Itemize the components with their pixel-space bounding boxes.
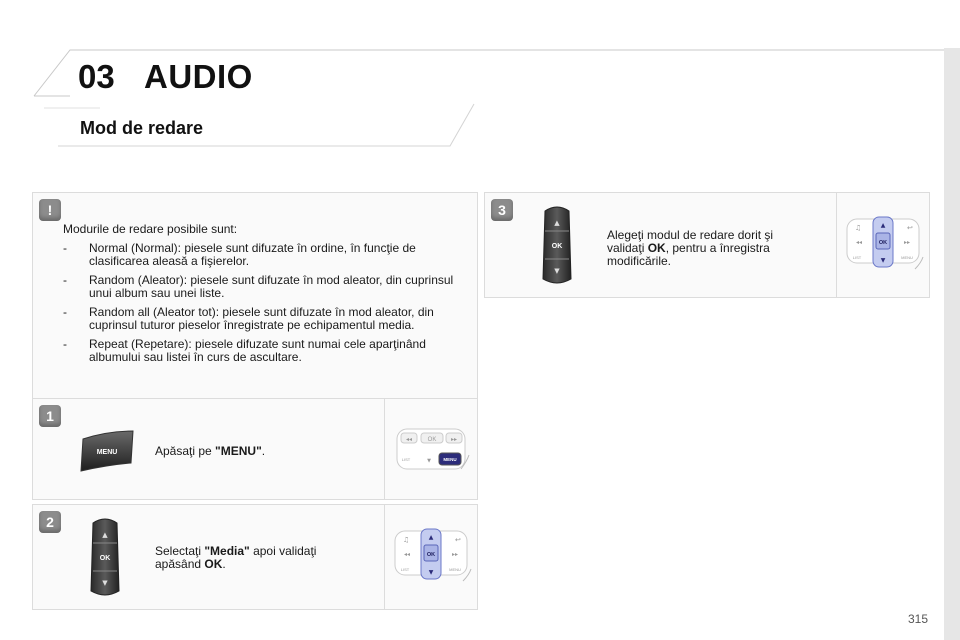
ok-rocker-button-illustration xyxy=(85,515,125,599)
step-2-image-divider xyxy=(384,505,385,609)
step-3-text-after: , pentru a înregistra modificările. xyxy=(607,241,770,268)
control-menu: MENU xyxy=(901,255,913,260)
chapter-title: AUDIO xyxy=(144,58,253,95)
list-item-text: Normal (Normal): piesele sunt difuzate în ordine, în funcţie de clasificarea aleasă a fişierelor. xyxy=(89,241,416,268)
control-prev: ◂◂ xyxy=(855,240,863,246)
control-list: LIST xyxy=(400,567,410,572)
list-item xyxy=(63,338,471,364)
music-note-icon: ♫ xyxy=(403,536,410,544)
control-down: ▼ xyxy=(427,458,431,464)
rocker-ok: OK xyxy=(551,243,563,250)
control-menu-highlight: MENU xyxy=(443,457,457,462)
highlight-ok: OK xyxy=(426,552,436,558)
step-2-text-after: . xyxy=(222,557,226,571)
note-intro: Modurile de redare posibile sunt: xyxy=(63,222,238,236)
step-2-panel xyxy=(32,504,478,610)
steering-wheel-controls-ok-icon xyxy=(389,525,475,589)
page-side-tab xyxy=(944,48,960,640)
music-note-icon: ♫ xyxy=(855,224,862,232)
list-item xyxy=(63,274,471,300)
list-dash: - xyxy=(63,273,67,287)
control-list: LIST xyxy=(852,255,862,260)
note-text xyxy=(63,223,471,364)
step-3-panel xyxy=(484,192,930,298)
control-next: ▸▸ xyxy=(451,552,459,558)
menu-button-label: MENU xyxy=(96,449,118,456)
step-1-badge: 1 xyxy=(39,405,61,427)
step-2-text-before: Selectaţi xyxy=(155,544,205,558)
control-next: ▸▸ xyxy=(903,240,911,246)
note-panel xyxy=(32,192,478,400)
rocker-up: ▲ xyxy=(554,219,560,227)
control-prev: ◂◂ xyxy=(403,552,411,558)
rocker-down: ▼ xyxy=(554,267,560,275)
step-3-badge: 3 xyxy=(491,199,513,221)
highlight-up: ▲ xyxy=(428,534,434,541)
list-item-text: Random all (Aleator tot): piesele sunt difuzate în mod aleator, din cuprinsul tuturor pieselor înregistrate pe echipamentul media. xyxy=(89,305,434,332)
step-1-text-before: Apăsaţi pe xyxy=(155,444,216,458)
step-2-text-middle: apoi validaţi apăsând xyxy=(155,544,317,571)
step-1-text xyxy=(155,445,375,458)
list-item-text: Repeat (Repetare): piesele difuzate sunt numai cele aparţinând albumului sau listei în curs de ascultare. xyxy=(89,337,426,364)
steering-wheel-controls-menu-icon xyxy=(391,425,473,479)
control-list: LIST xyxy=(401,457,411,462)
list-dash: - xyxy=(63,305,67,319)
steering-wheel-controls-ok-icon xyxy=(841,213,927,277)
step-2-bold: "Media" xyxy=(204,544,250,558)
control-menu: MENU xyxy=(449,567,461,572)
highlight-down: ▼ xyxy=(880,257,886,264)
list-item xyxy=(63,242,471,268)
return-icon: ↩ xyxy=(907,224,913,232)
list-item-text: Random (Aleator): piesele sunt difuzate în mod aleator, din cuprinsul unui album sau unei liste. xyxy=(89,273,454,300)
step-1-panel xyxy=(32,398,478,500)
step-3-text xyxy=(607,229,807,268)
step-3-text-before: Alegeţi modul de redare dorit şi validaţi xyxy=(607,228,774,255)
step-2-bold2: OK xyxy=(204,557,223,571)
step-2-text xyxy=(155,545,355,571)
highlight-ok: OK xyxy=(878,240,888,246)
rocker-ok: OK xyxy=(99,555,111,562)
return-icon: ↩ xyxy=(455,536,461,544)
list-dash: - xyxy=(63,241,67,255)
list-item xyxy=(63,306,471,332)
warning-badge: ! xyxy=(39,199,61,221)
page-number: 315 xyxy=(908,612,929,626)
highlight-up: ▲ xyxy=(880,222,886,229)
step-3-bold: OK xyxy=(647,241,666,255)
list-dash: - xyxy=(63,337,67,351)
step-1-text-after: . xyxy=(261,444,266,458)
ok-rocker-button-illustration xyxy=(537,203,577,287)
rocker-down: ▼ xyxy=(102,579,108,587)
step-2-badge: 2 xyxy=(39,511,61,533)
step-3-image-divider xyxy=(836,193,837,297)
control-ok: OK xyxy=(427,437,437,443)
step-1-image-divider xyxy=(384,399,385,499)
step-1-bold: "MENU" xyxy=(215,444,262,458)
control-prev: ◂◂ xyxy=(405,437,413,443)
section-title: Mod de redare xyxy=(80,118,204,138)
chapter-number: 03 xyxy=(78,58,115,95)
highlight-down: ▼ xyxy=(428,569,434,576)
menu-button-illustration xyxy=(77,429,137,473)
control-next: ▸▸ xyxy=(450,437,458,443)
rocker-up: ▲ xyxy=(102,531,108,539)
